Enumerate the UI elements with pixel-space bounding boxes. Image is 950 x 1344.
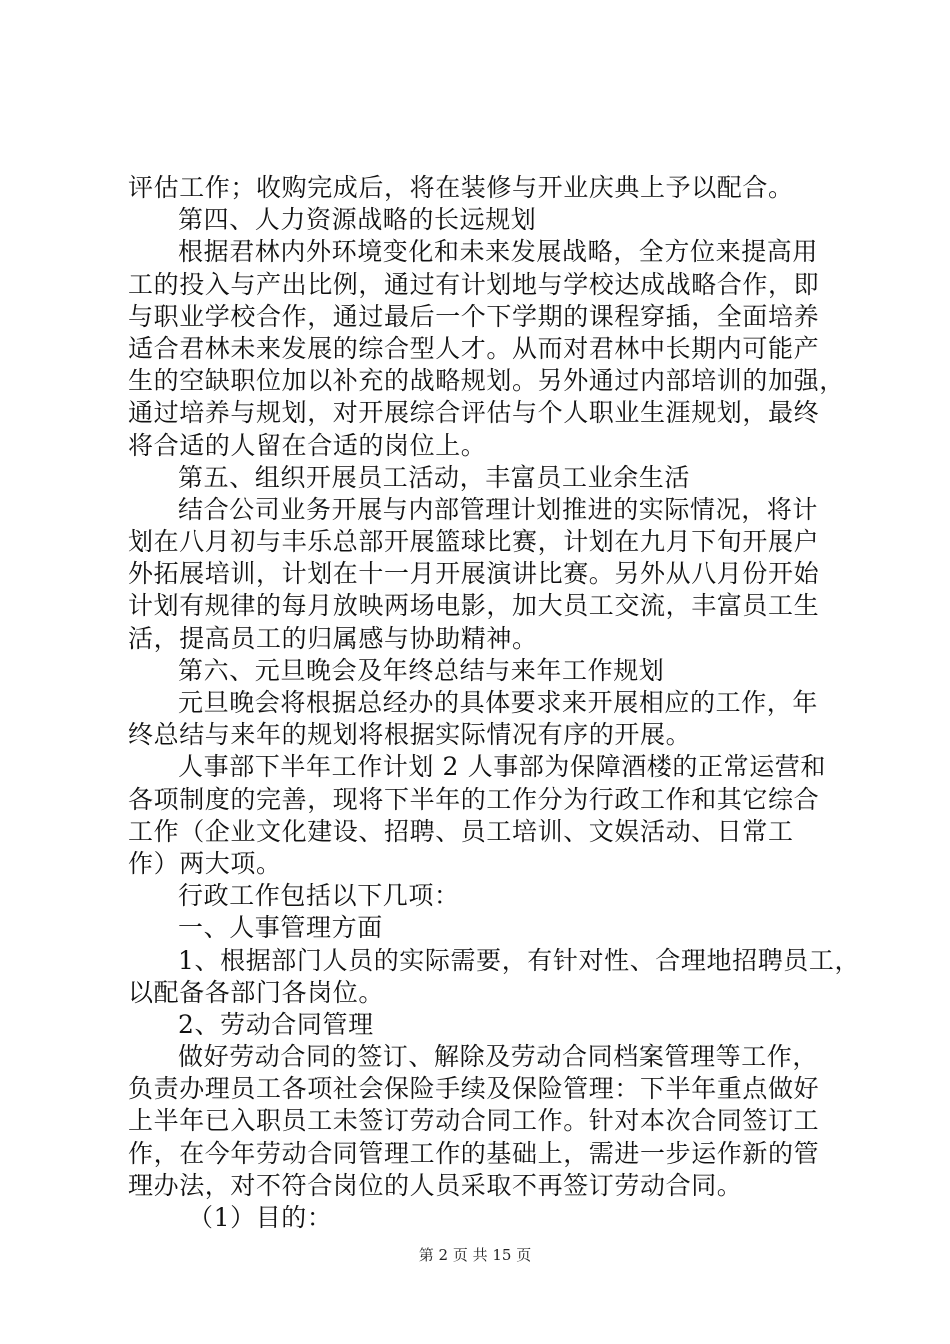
text-line: 根据君林内外环境变化和未来发展战略，全方位来提高用 bbox=[178, 237, 819, 267]
text-line: 负责办理员工各项社会保险手续及保险管理：下半年重点做好 bbox=[128, 1074, 820, 1104]
text-line: 工的投入与产出比例，通过有计划地与学校达成战略合作，即 bbox=[128, 269, 820, 299]
text-line: 适合君林未来发展的综合型人才。从而对君林中长期内可能产 bbox=[128, 333, 820, 363]
text-line: 活，提高员工的归属感与协助精神。 bbox=[128, 623, 538, 653]
text-line: 终总结与来年的规划将根据实际情况有序的开展。 bbox=[128, 720, 692, 750]
text-line: 元旦晚会将根据总经办的具体要求来开展相应的工作，年 bbox=[178, 688, 819, 717]
text-line: 理办法，对不符合岗位的人员采取不再签订劳动合同。 bbox=[128, 1170, 743, 1200]
section-heading: 第四、人力资源战略的长远规划 bbox=[178, 205, 537, 235]
text-line: 上半年已入职员工未签订劳动合同工作。针对本次合同签订工 bbox=[128, 1106, 820, 1136]
section-heading: 第六、元旦晚会及年终总结与来年工作规划 bbox=[178, 655, 665, 685]
text-line: 与职业学校合作，通过最后一个下学期的课程穿插，全面培养 bbox=[128, 301, 820, 331]
text-line: 生的空缺职位加以补充的战略规划。另外通过内部培训的加强， bbox=[128, 366, 845, 396]
text-line: 划在八月初与丰乐总部开展篮球比赛，计划在九月下旬开展户 bbox=[128, 527, 820, 557]
text-line: 将合适的人留在合适的岗位上。 bbox=[128, 430, 487, 460]
text-line: 工作（企业文化建设、招聘、员工培训、文娱活动、日常工 bbox=[128, 816, 794, 846]
text-line: 1、根据部门人员的实际需要，有针对性、合理地招聘员工， bbox=[178, 945, 861, 975]
section-heading: 2、劳动合同管理 bbox=[178, 1009, 374, 1039]
section-heading: 第五、组织开展员工活动，丰富员工业余生活 bbox=[178, 462, 691, 492]
text-line: 外拓展培训，计划在十一月开展演讲比赛。另外从八月份开始 bbox=[128, 559, 820, 589]
text-line: 人事部下半年工作计划 2 人事部为保障酒楼的正常运营和 bbox=[178, 752, 827, 782]
text-line: 作）两大项。 bbox=[128, 848, 282, 878]
text-line: （1）目的： bbox=[188, 1203, 333, 1232]
text-line: 行政工作包括以下几项： bbox=[178, 881, 460, 911]
text-line: 作，在今年劳动合同管理工作的基础上，需进一步运作新的管 bbox=[128, 1138, 820, 1168]
text-line: 计划有规律的每月放映两场电影，加大员工交流，丰富员工生 bbox=[128, 591, 820, 621]
text-line: 结合公司业务开展与内部管理计划推进的实际情况，将计 bbox=[178, 494, 819, 524]
page-number-footer: 第 2 页 共 15 页 bbox=[418, 1246, 532, 1264]
section-heading: 一、人事管理方面 bbox=[178, 913, 383, 943]
text-line: 通过培养与规划，对开展综合评估与个人职业生涯规划，最终 bbox=[128, 398, 820, 428]
text-line: 以配备各部门各岗位。 bbox=[128, 977, 385, 1007]
text-line: 评估工作；收购完成后，将在装修与开业庆典上予以配合。 bbox=[128, 173, 794, 202]
text-line: 做好劳动合同的签订、解除及劳动合同档案管理等工作， bbox=[178, 1042, 819, 1072]
text-line: 各项制度的完善，现将下半年的工作分为行政工作和其它综合 bbox=[128, 784, 820, 814]
document-body bbox=[128, 172, 861, 1234]
